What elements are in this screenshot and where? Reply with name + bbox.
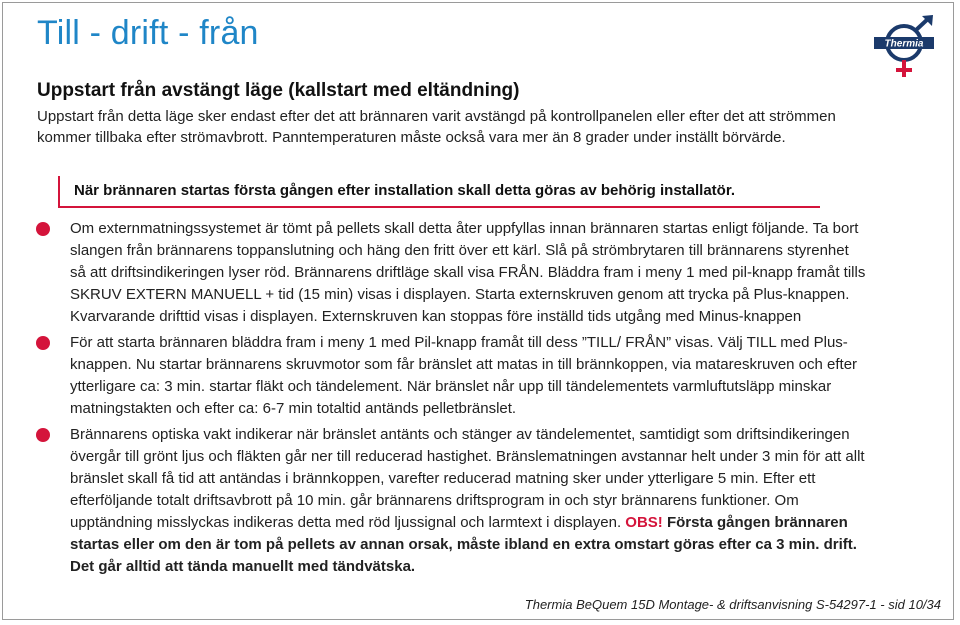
list-item — [36, 424, 866, 578]
installer-warning: När brännaren startas första gången efter installation skall detta göras av behörig installatör. — [58, 176, 820, 208]
svg-text:Thermia: Thermia — [884, 38, 924, 50]
bullet-icon — [36, 428, 50, 442]
instruction-list — [36, 218, 866, 578]
bullet-icon — [36, 336, 50, 350]
list-item-text: För att starta brännaren bläddra fram i meny 1 med Pil-knapp framåt till dess ”TILL/ FRÅN” visas. Välj TILL med Plus-knappen. Nu startar brännarens skruvmotor som får bränslet att matas in till brännkoppen, via matareskruven och efter ytterligare ca: 3 min. startar fläkt och tändelement. När bränslet når upp till tändelementets varmluftutsläpp minskar matningstakten och efter ca: 6-7 min totaltid antänds pelletbränslet. — [70, 334, 858, 417]
bullet-icon — [36, 222, 50, 236]
footer-reference: Thermia BeQuem 15D Montage- & driftsanvisning S-54297-1 - sid 10/34 — [524, 597, 941, 612]
list-item-text: Brännarens optiska vakt indikerar när bränslet antänts och stänger av tändelementet, samtidigt som driftsindikeringen övergår till grönt ljus och fläkten går ner till reducerad hastighet. Bränslematningen avstannar helt under 3 min för att allt bränslet skall få tid att antändas i brännkoppen, varefter reducerad matning sker under ytterligare 5 min. Efter ett efterföljande totalt driftsavbrott på 10 min. går brännarens driftsprogram in och styr brännarens funktioner. Om upptändning misslyckas indikeras detta med röd ljussignal och larmtext i displayen. — [70, 426, 865, 531]
page-title: Till - drift - från — [37, 14, 259, 52]
intro-paragraph: Uppstart från detta läge sker endast efter det att brännaren varit avstängd på kontrollpanelen eller efter det att strömmen kommer tillbaka efter strömavbrott. Panntemperaturen måste också vara mer än 8 grader under inställt börvärde. — [37, 108, 836, 146]
list-item — [36, 332, 866, 420]
thermia-logo — [870, 14, 940, 80]
section-title: Uppstart från avstängt läge (kallstart med eltändning) — [37, 80, 520, 101]
obs-note: Första gången brännaren startas eller om den är tom på pellets av annan orsak, måste ibland en extra omstart göras efter ca 3 min. drift. Det går alltid att tända manuellt med tändvätska. — [70, 514, 857, 575]
list-item — [36, 218, 866, 328]
obs-label: OBS! — [625, 514, 663, 531]
list-item-text: Om externmatningssystemet är tömt på pellets skall detta åter uppfyllas innan brännaren startas enligt följande. Ta bort slangen från brännarens toppanslutning och häng den fritt över ett kärl. Slå på strömbrytaren till brännarens styrenhet så att driftsindikeringen lyser röd. Brännarens driftläge skall visa FRÅN. Bläddra fram i meny 1 med pil-knapp framåt tills SKRUV EXTERN MANUELL + tid (15 min) visas i displayen. Starta externskruven genom att trycka på Plus-knappen. Kvarvarande drifttid visas i displayen. Externskruven kan stoppas före inställd tids utgång med Minus-knappen — [70, 220, 866, 325]
